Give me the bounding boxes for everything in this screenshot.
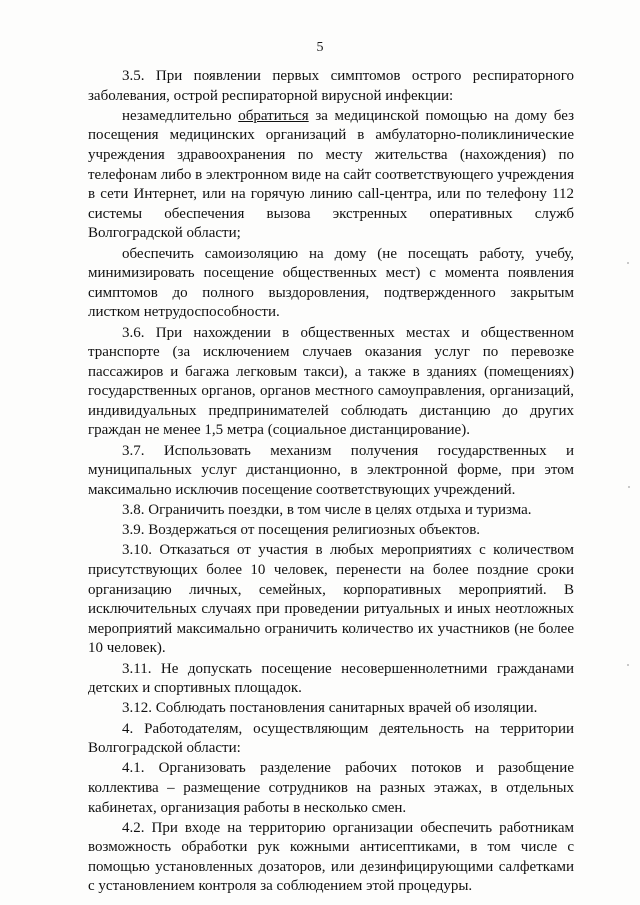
scan-speck [627,262,629,264]
page-number: 5 [316,40,324,55]
scan-speck [627,664,629,666]
paragraph-4-2: 4.2. При входе на территорию организации обеспечить работникам возможность обработки рук кожными антисептиками, в том числе с помощью установленных дозаторов, или дезинфицирующими салфетками с установлением контроля за соблюдением этой процедуры. [88,819,574,895]
paragraph-4: 4. Работодателям, осуществляющим деятельность на территории Волгоградской области: [88,720,574,757]
paragraph-3-5: 3.5. При появлении первых симптомов острого респираторного заболевания, острой респираторной вирусной инфекции: [88,68,574,104]
document-body [88,67,574,898]
paragraph-3-12: 3.12. Соблюдать постановления санитарных врачей об изоляции. [122,700,538,717]
paragraph-seek-medical-help [88,107,574,244]
paragraph-text-after: за медицинской помощью на дому без посещения медицинских организаций в амбулаторно-поликлинические учреждения здравоохранения по месту жительства (нахождения) по телефонам либо в электронном виде на сайт соответствующего учреждения в сети Интернет, или на горячую линию call-центра, или по телефону 112 системы обеспечения вызова экстренных оперативных служб Волгоградской области; [88,107,574,242]
underlined-word: обратиться [238,107,309,124]
paragraph-text-before: незамедлительно [122,107,239,124]
scan-speck [628,486,630,488]
paragraph-3-10: 3.10. Отказаться от участия в любых мероприятиях с количеством присутствующих более 10 человек, перенести на более поздние сроки организацию личных, семейных, корпоративных мероприятий. В исключительных случаях при проведении ритуальных и иных неотложных мероприятий максимально ограничить количество их участников (не более 10 человек). [88,542,574,657]
paragraph-3-8: 3.8. Ограничить поездки, в том числе в целях отдыха и туризма. [122,502,532,519]
paragraph-3-7: 3.7. Использовать механизм получения государственных и муниципальных услуг дистанционно, в электронной форме, при этом максимально исключив посещение соответствующих учреждений. [88,442,574,498]
paragraph-3-11: 3.11. Не допускать посещение несовершеннолетними гражданами детских и спортивных площадок. [88,660,574,697]
paragraph-4-1: 4.1. Организовать разделение рабочих потоков и разобщение коллектива – размещение сотрудников на разных этажах, в отдельных кабинетах, организация работы в несколько смен. [88,760,574,816]
paragraph-3-9: 3.9. Воздержаться от посещения религиозных объектов. [122,522,481,539]
paragraph-self-isolation: обеспечить самоизоляцию на дому (не посещать работу, учебу, минимизировать посещение общественных мест) с момента появления симптомов до полного выздоровления, подтвержденного закрытым листком нетрудоспособности. [88,245,574,321]
paragraph-3-6: 3.6. При нахождении в общественных местах и общественном транспорте (за исключением случаев оказания услуг по перевозке пассажиров и багажа легковым такси), а также в зданиях (помещениях) государственных органов, органов местного самоуправления, организаций, индивидуальных предпринимателей соблюдать дистанцию до других граждан не менее 1,5 метра (социальное дистанцирование). [88,324,574,439]
